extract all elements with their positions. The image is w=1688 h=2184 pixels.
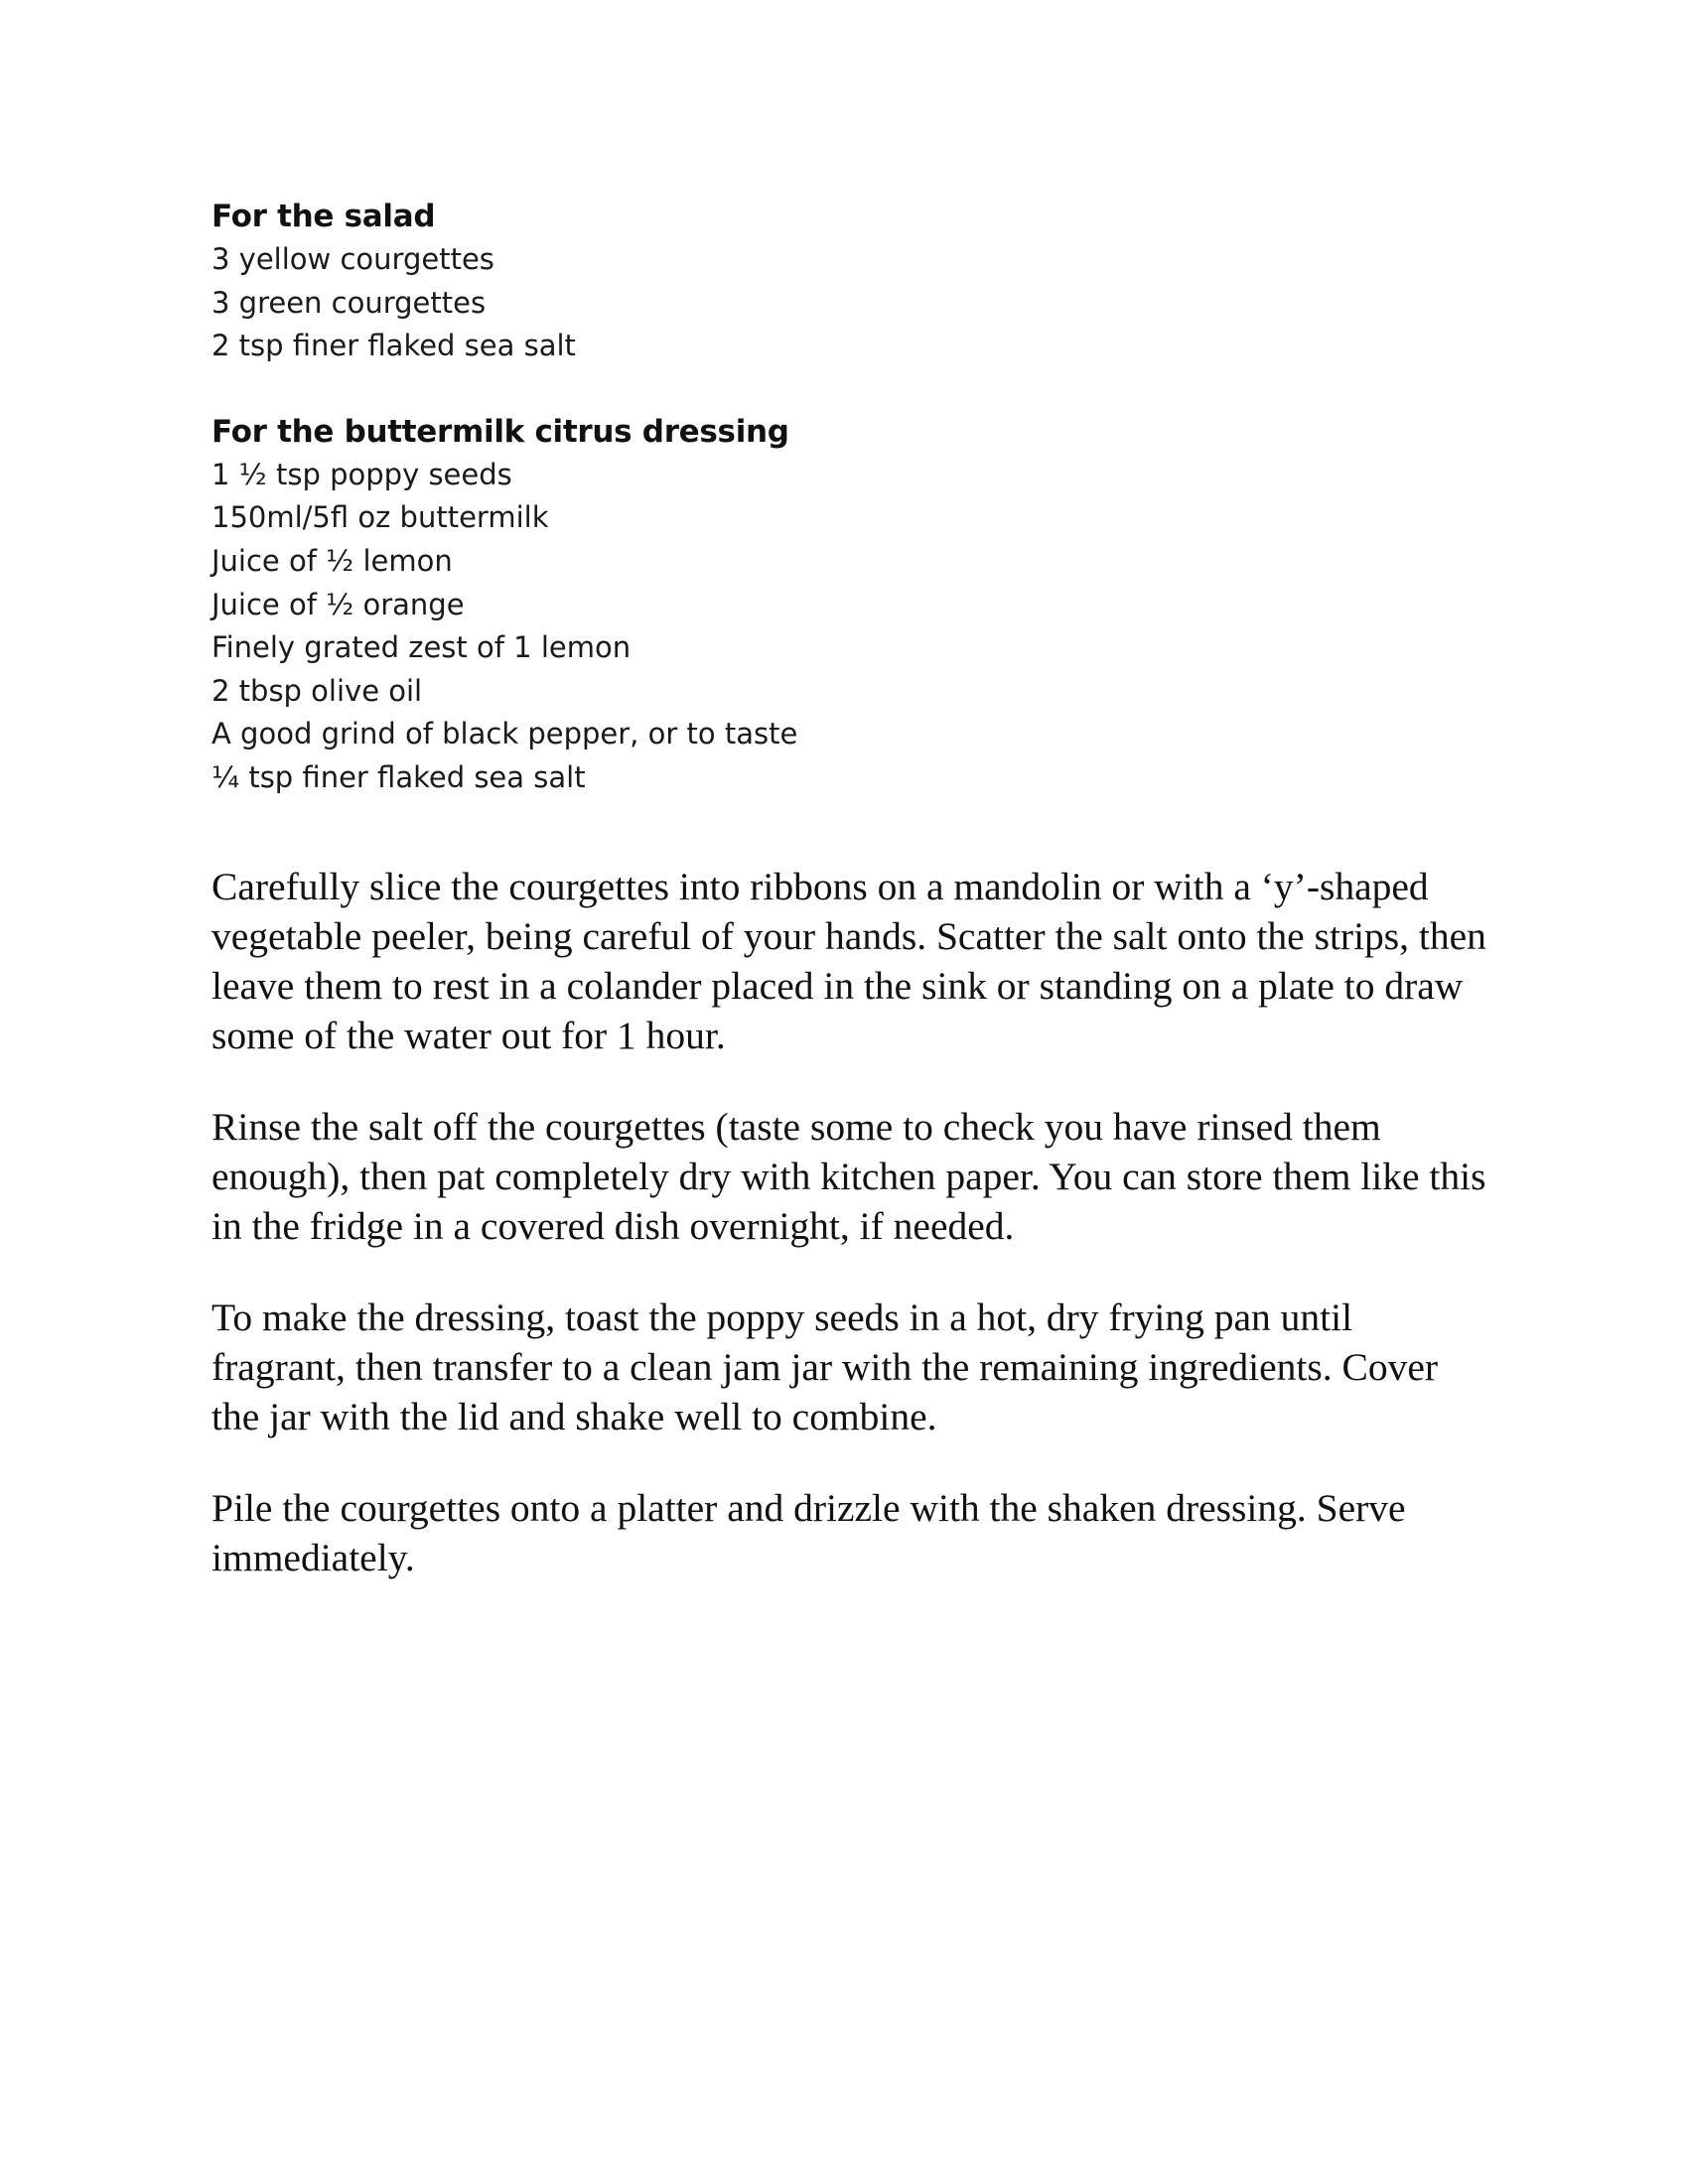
ingredient-item: Finely grated zest of 1 lemon [211, 630, 632, 665]
recipe-page [211, 195, 1492, 1624]
ingredient-item: 3 yellow courgettes [211, 242, 494, 276]
ingredient-item: Juice of ½ orange [211, 587, 465, 621]
ingredient-list [211, 454, 1492, 800]
ingredient-item: 150ml/5fl oz buttermilk [211, 500, 549, 535]
section-heading: For the buttermilk citrus dressing [211, 413, 789, 450]
ingredient-item: Juice of ½ lemon [211, 543, 453, 578]
section-heading: For the salad [211, 199, 436, 234]
method-step: Pile the courgettes onto a platter and drizzle with the shaken dressing. Serve immediately. [211, 1485, 1406, 1579]
ingredient-item: A good grind of black pepper, or to taste [211, 717, 798, 751]
method-step: To make the dressing, toast the poppy seeds in a hot, dry frying pan until fragrant, then transfer to a clean jam jar with the remaining ingredients. Cover the jar with the lid and shake well to combine. [211, 1295, 1439, 1438]
ingredient-section-salad [211, 195, 1492, 368]
ingredient-item: 3 green courgettes [211, 285, 487, 320]
ingredient-item: ¼ tsp finer flaked sea salt [211, 759, 586, 794]
ingredient-list [211, 238, 1492, 368]
ingredient-item: 1 ½ tsp poppy seeds [211, 457, 512, 491]
ingredient-section-dressing [211, 410, 1492, 800]
method-section [211, 862, 1492, 1582]
ingredient-item: 2 tsp finer flaked sea salt [211, 329, 576, 363]
ingredient-item: 2 tbsp olive oil [211, 673, 423, 708]
method-step: Carefully slice the courgettes into ribbons on a mandolin or with a ‘y’-shaped vegetable peeler, being careful of your hands. Scatter the salt onto the strips, then leave them to rest in a colander placed in the sink or standing on a plate to draw some of the water out for 1 hour. [211, 864, 1486, 1057]
method-step: Rinse the salt off the courgettes (taste some to check you have rinsed them enough), then pat completely dry with kitchen paper. You can store them like this in the fridge in a covered dish overnight, if needed. [211, 1104, 1486, 1248]
